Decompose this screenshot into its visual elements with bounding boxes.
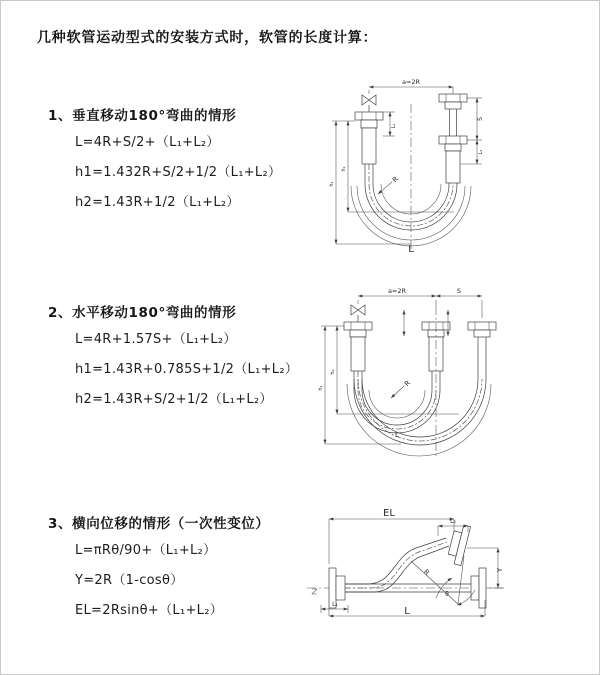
formula-line: h1=1.43R+0.785S+1/2（L₁+L₂） [75,362,299,377]
dim-label-a2r: a=2R [387,287,407,295]
radius-leader [391,379,412,398]
dim-label-r: R [391,175,401,185]
section-vertical-movement [48,104,281,218]
dim-l [329,600,485,617]
dim-s [436,287,482,296]
section-1-heading: 1、垂直移动180°弯曲的情形 [48,108,237,124]
right-flange-assembly [439,94,467,183]
dim-label-l1: L₁ [332,601,338,608]
formula-line: h2=1.43R+S/2+1/2（L₁+L₂） [75,392,273,407]
section-1-formulas [75,128,281,218]
dim-label-y: Y [496,567,504,573]
dim-a2r [369,78,453,94]
dim-label-h2: h₂ [330,369,336,375]
dim-label-l: L [395,431,399,439]
dim-label-s: S [477,117,484,121]
dim-label-r: R [403,379,413,389]
raised-flange-assembly [446,523,470,565]
dim-label-el: EL [383,508,395,519]
dim-label-l1: L₁ [391,123,397,129]
hose-s-curve [345,523,471,592]
diagram-vertical-180-bend [314,74,589,259]
diagram-horizontal-180-bend [309,284,594,469]
dim-label-l2: L₂ [478,149,484,155]
dim-label-l: L [408,244,414,255]
section-2-formulas [75,325,298,415]
left-flange-assembly [344,322,372,371]
right-flange-assembly [468,322,496,346]
left-flange-assembly [355,112,383,164]
dim-h2 [341,121,454,212]
section-3-heading: 3、横向位移的情形（一次性变位） [48,516,270,532]
section-2-heading: 2、水平移动180°弯曲的情形 [48,305,237,321]
page-title: 几种软管运动型式的安装方式时，软管的长度计算： [37,30,378,46]
section-horizontal-movement [48,301,298,415]
formula-line: L=4R+1.57S+（L₁+L₂） [75,332,237,347]
radius-leader [378,175,400,194]
dim-label-s: S [456,287,462,295]
dim-label-r: R [421,567,431,578]
dim-s [467,98,484,140]
dim-label-h1: h₁ [318,385,324,391]
section-3-formulas [75,536,270,626]
angle-label-theta: θ [445,591,449,598]
formula-line: EL=2Rsinθ+（L₁+L₂） [75,603,224,618]
dim-el [329,508,454,564]
formula-line: L=πRθ/90+（L₁+L₂） [75,543,217,558]
dim-l1 [383,112,397,136]
dim-a2r [358,287,482,318]
section-lateral-displacement [48,512,270,626]
diagram-lateral-displacement [299,504,599,664]
valve-icon [362,95,376,112]
formula-line: L=4R+S/2+（L₁+L₂） [75,135,220,150]
formula-line: h2=1.43R+1/2（L₁+L₂） [75,195,240,210]
weld-mark [312,589,317,594]
dim-label-l2: L₂ [450,518,456,525]
dim-label-h2: h₂ [341,166,347,172]
dim-label-a2r: a=2R [401,78,421,86]
dim-l1 [321,601,348,613]
angle-theta [411,556,475,605]
hose-u-curves [347,346,491,456]
dim-label-h1: h₁ [329,181,335,187]
formula-line: h1=1.432R+S/2+1/2（L₁+L₂） [75,165,282,180]
dim-label-l: L [404,606,410,617]
formula-line: Y=2R（1-cosθ） [75,573,184,588]
valve-icon [351,305,365,322]
